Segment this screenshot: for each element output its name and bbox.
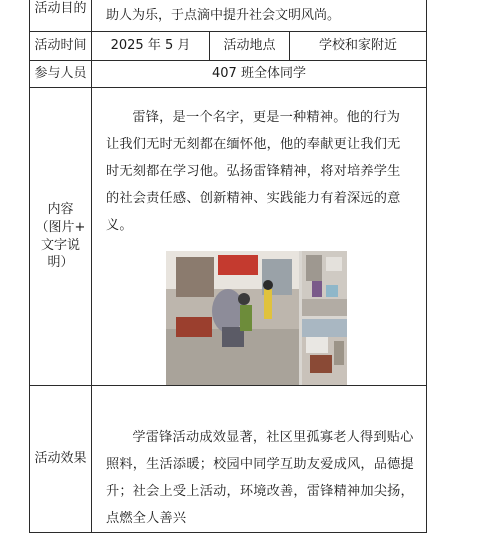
place-value: 学校和家附近 — [290, 32, 427, 61]
goal-row — [30, 0, 427, 32]
photo-collage-icon — [166, 251, 347, 385]
content-label-line: 内容 — [47, 202, 74, 218]
result-row — [30, 386, 427, 533]
result-label: 活动效果 — [30, 386, 92, 533]
content-label — [30, 88, 92, 386]
content-text: 雷锋，是一个名字，更是一种精神。他的行为让我们无时无刻都在缅怀他，他的奉献更让我们无时无刻都在学习他。弘扬雷锋精神，将对培养学生的社会责任感、创新精神、实践能力有着深远的意义。 — [106, 110, 401, 233]
activity-table — [29, 0, 427, 533]
result-value-cell — [92, 386, 427, 533]
content-row — [30, 88, 427, 386]
people-label: 参与人员 — [30, 61, 92, 88]
people-row — [30, 61, 427, 88]
content-label-line: （图片+ — [35, 219, 86, 235]
content-label-line: 文字说 — [40, 237, 80, 253]
time-label: 活动时间 — [30, 32, 92, 61]
place-label: 活动地点 — [210, 32, 290, 61]
time-value: 2025 年 5 月 — [92, 32, 210, 61]
time-row — [30, 32, 427, 61]
activity-photo-collage — [166, 251, 347, 385]
content-label-line: 明） — [47, 255, 74, 271]
goal-label: 活动目的 — [30, 0, 92, 32]
people-value: 407 班全体同学 — [92, 61, 427, 88]
goal-value-cell — [92, 0, 427, 32]
goal-text: 助人为乐，于点滴中提升社会文明风尚。 — [106, 8, 341, 23]
result-text: 学雷锋活动成效显著，社区里孤寡老人得到贴心照料，生活添暖；校园中同学互助友爱成风，品德提升；社会上受上活动，环境改善，雷锋精神加尖扬，点燃全人善兴 — [106, 430, 414, 526]
content-value-cell — [92, 88, 427, 386]
